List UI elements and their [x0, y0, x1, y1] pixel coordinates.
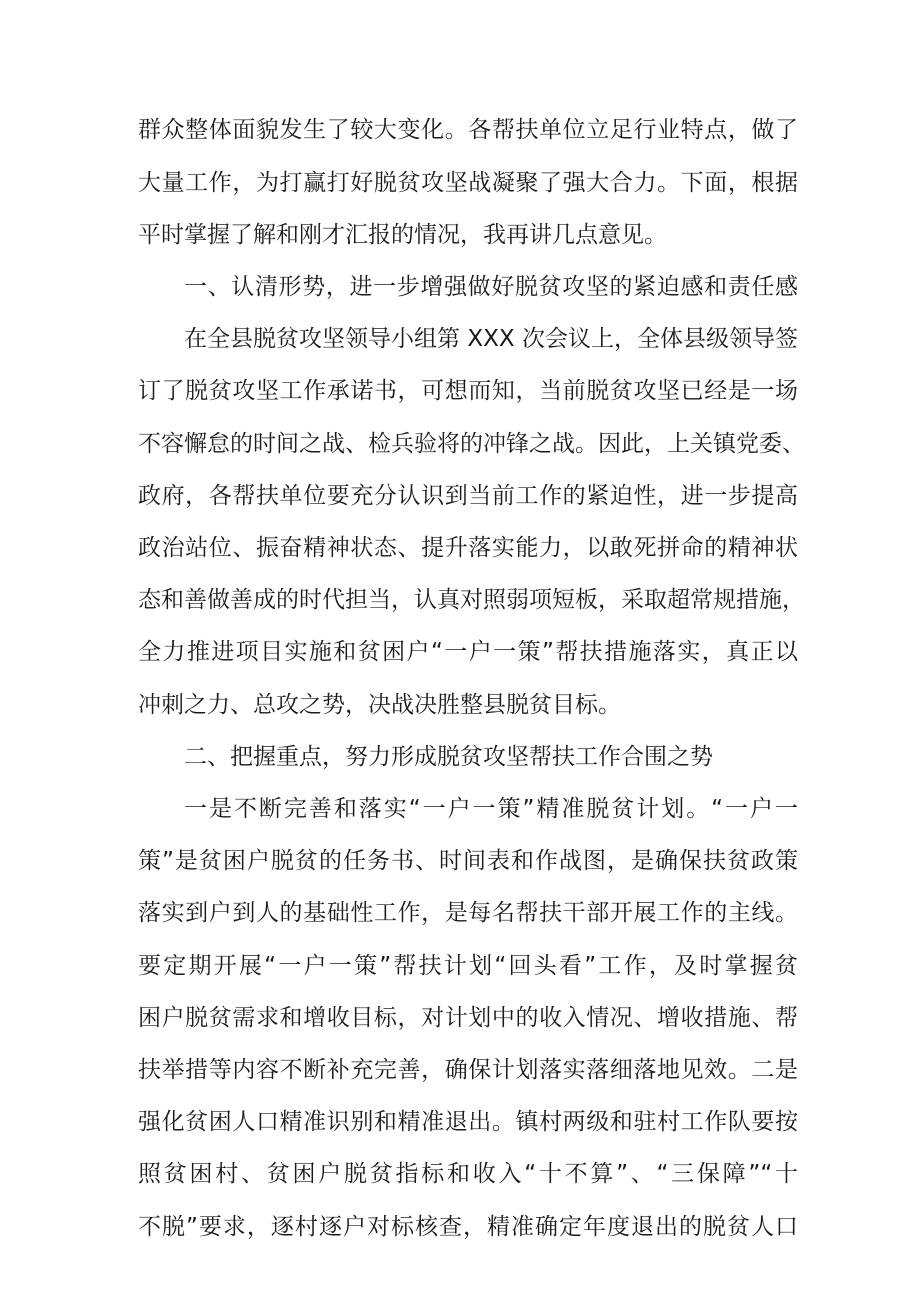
- text-line: 态和善做善成的时代担当，认真对照弱项短板，采取超常规措施，: [138, 587, 805, 613]
- text-line: 政府，各帮扶单位要充分认识到当前工作的紧迫性，进一步提高: [138, 483, 798, 509]
- text-line: 策”是贫困户脱贫的任务书、时间表和作战图，是确保扶贫政策: [138, 848, 798, 874]
- text-line: 冲刺之力、总攻之势，决战决胜整县脱贫目标。: [138, 692, 621, 718]
- text-line: 要定期开展“一户一策”帮扶计划“回头看”工作，及时掌握贫: [138, 953, 798, 979]
- text-line: 政治站位、振奋精神状态、提升落实能力，以敢死拼命的精神状: [138, 535, 798, 561]
- text-line: 落实到户到人的基础性工作，是每名帮扶干部开展工作的主线。: [138, 900, 798, 926]
- text-line: 不脱”要求，逐村逐户对标核查，精准确定年度退出的脱贫人口: [138, 1214, 798, 1240]
- text-line: 照贫困村、贫困户脱贫指标和收入“十不算”、“三保障”“十: [138, 1161, 798, 1187]
- section-heading-2: 二、把握重点，努力形成脱贫攻坚帮扶工作合围之势: [184, 744, 713, 770]
- text-line: 强化贫困人口精准识别和精准退出。镇村两级和驻村工作队要按: [138, 1109, 798, 1135]
- text-line: 大量工作，为打赢打好脱贫攻坚战凝聚了强大合力。下面，根据: [138, 170, 798, 196]
- text-line: 全力推进项目实施和贫困户“一户一策”帮扶措施落实，真正以: [138, 639, 798, 665]
- text-line: 在全县脱贫攻坚领导小组第 XXX 次会议上，全体县级领导签: [184, 326, 798, 352]
- text-line: 群众整体面貌发生了较大变化。各帮扶单位立足行业特点，做了: [138, 117, 798, 143]
- section-heading-1: 一、认清形势，进一步增强做好脱贫攻坚的紧迫感和责任感: [184, 274, 798, 300]
- text-line: 扶举措等内容不断补充完善，确保计划落实落细落地见效。二是: [138, 1057, 798, 1083]
- text-line: 一是不断完善和落实“一户一策”精准脱贫计划。“一户一: [184, 796, 798, 822]
- text-line: 困户脱贫需求和增收目标，对计划中的收入情况、增收措施、帮: [138, 1005, 798, 1031]
- text-line: 订了脱贫攻坚工作承诺书，可想而知，当前脱贫攻坚已经是一场: [138, 378, 798, 404]
- text-line: 平时掌握了解和刚才汇报的情况，我再讲几点意见。: [138, 222, 667, 248]
- text-line: 不容懈怠的时间之战、检兵验将的冲锋之战。因此，上关镇党委、: [138, 431, 805, 457]
